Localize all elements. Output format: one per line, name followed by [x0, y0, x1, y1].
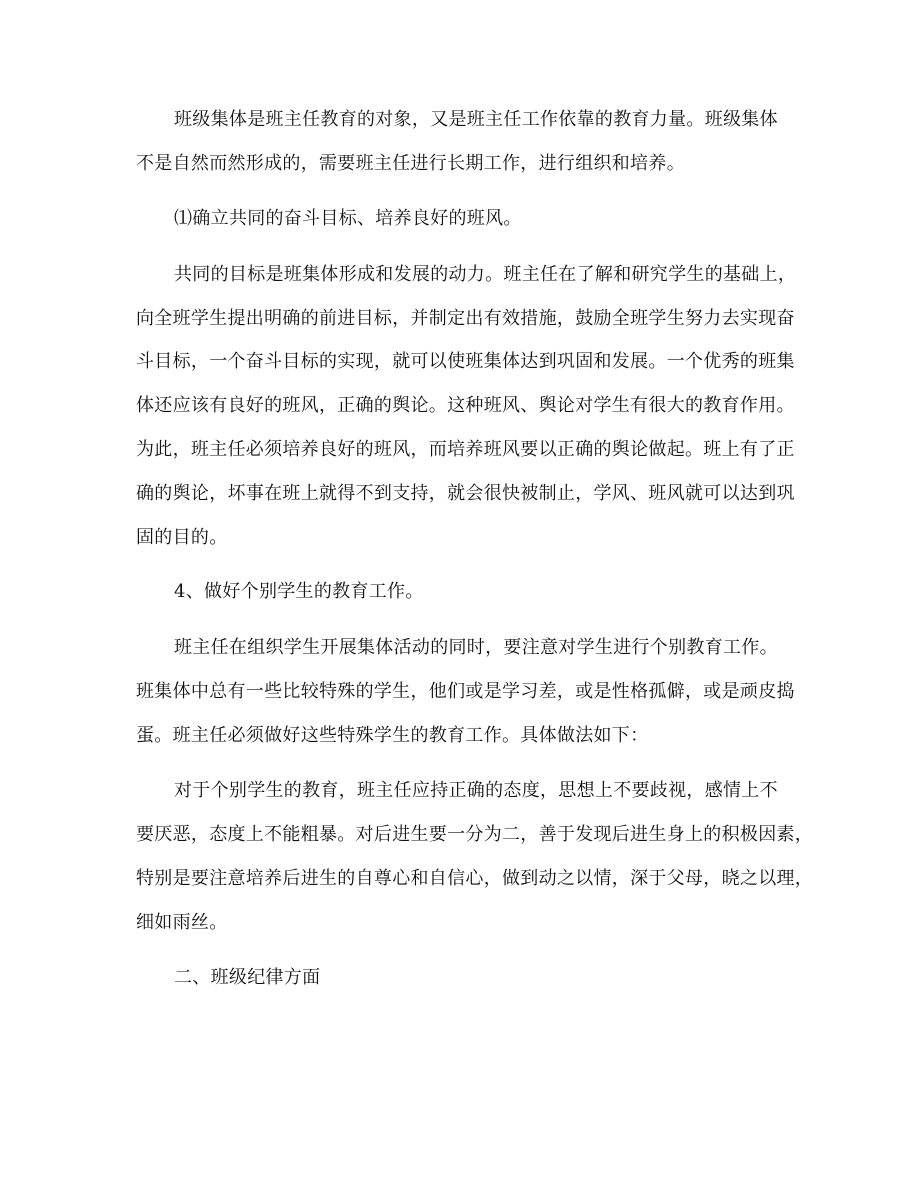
paragraph-3-line-5: 为此，班主任必须培养良好的班风，而培养班风要以正确的舆论做起。班上有了正	[136, 439, 795, 460]
paragraph-1-line-1: 班级集体是班主任教育的对象，又是班主任工作依靠的教育力量。班级集体	[174, 109, 778, 130]
paragraph-1-line-2: 不是自然而然形成的，需要班主任进行长期工作，进行组织和培养。	[136, 153, 685, 174]
paragraph-6-line-4: 细如雨丝。	[136, 912, 228, 933]
subheading-1: ⑴确立共同的奋斗目标、培养良好的班风。	[174, 208, 522, 229]
paragraph-5-line-1: 班主任在组织学生开展集体活动的同时，要注意对学生进行个别教育工作。	[174, 637, 778, 658]
paragraph-6-line-3: 特别是要注意培养后进生的自尊心和自信心，做到动之以情，深于父母，晓之以理，	[136, 868, 814, 889]
paragraph-3-line-4: 体还应该有良好的班风，正确的舆论。这种班风、舆论对学生有很大的教育作用。	[136, 395, 795, 416]
paragraph-5-line-2: 班集体中总有一些比较特殊的学生，他们或是学习差，或是性格孤僻，或是顽皮捣	[136, 681, 795, 702]
paragraph-3-line-1: 共同的目标是班集体形成和发展的动力。班主任在了解和研究学生的基础上，	[174, 264, 797, 285]
paragraph-3-line-7: 固的目的。	[136, 527, 228, 548]
paragraph-3-line-3: 斗目标，一个奋斗目标的实现，就可以使班集体达到巩固和发展。一个优秀的班集	[136, 351, 795, 372]
section-heading: 二、班级纪律方面	[174, 967, 321, 988]
paragraph-5-line-3: 蛋。班主任必须做好这些特殊学生的教育工作。具体做法如下：	[136, 725, 649, 746]
subheading-4: 4、做好个别学生的教育工作。	[174, 581, 424, 602]
paragraph-3-line-2: 向全班学生提出明确的前进目标，并制定出有效措施，鼓励全班学生努力去实现奋	[136, 308, 795, 329]
paragraph-3-line-6: 确的舆论，坏事在班上就得不到支持，就会很快被制止，学风、班风就可以达到巩	[136, 483, 795, 504]
paragraph-6-line-1: 对于个别学生的教育，班主任应持正确的态度，思想上不要歧视，感情上不	[174, 780, 778, 801]
paragraph-6-line-2: 要厌恶，态度上不能粗暴。对后进生要一分为二，善于发现后进生身上的积极因素，	[136, 824, 814, 845]
